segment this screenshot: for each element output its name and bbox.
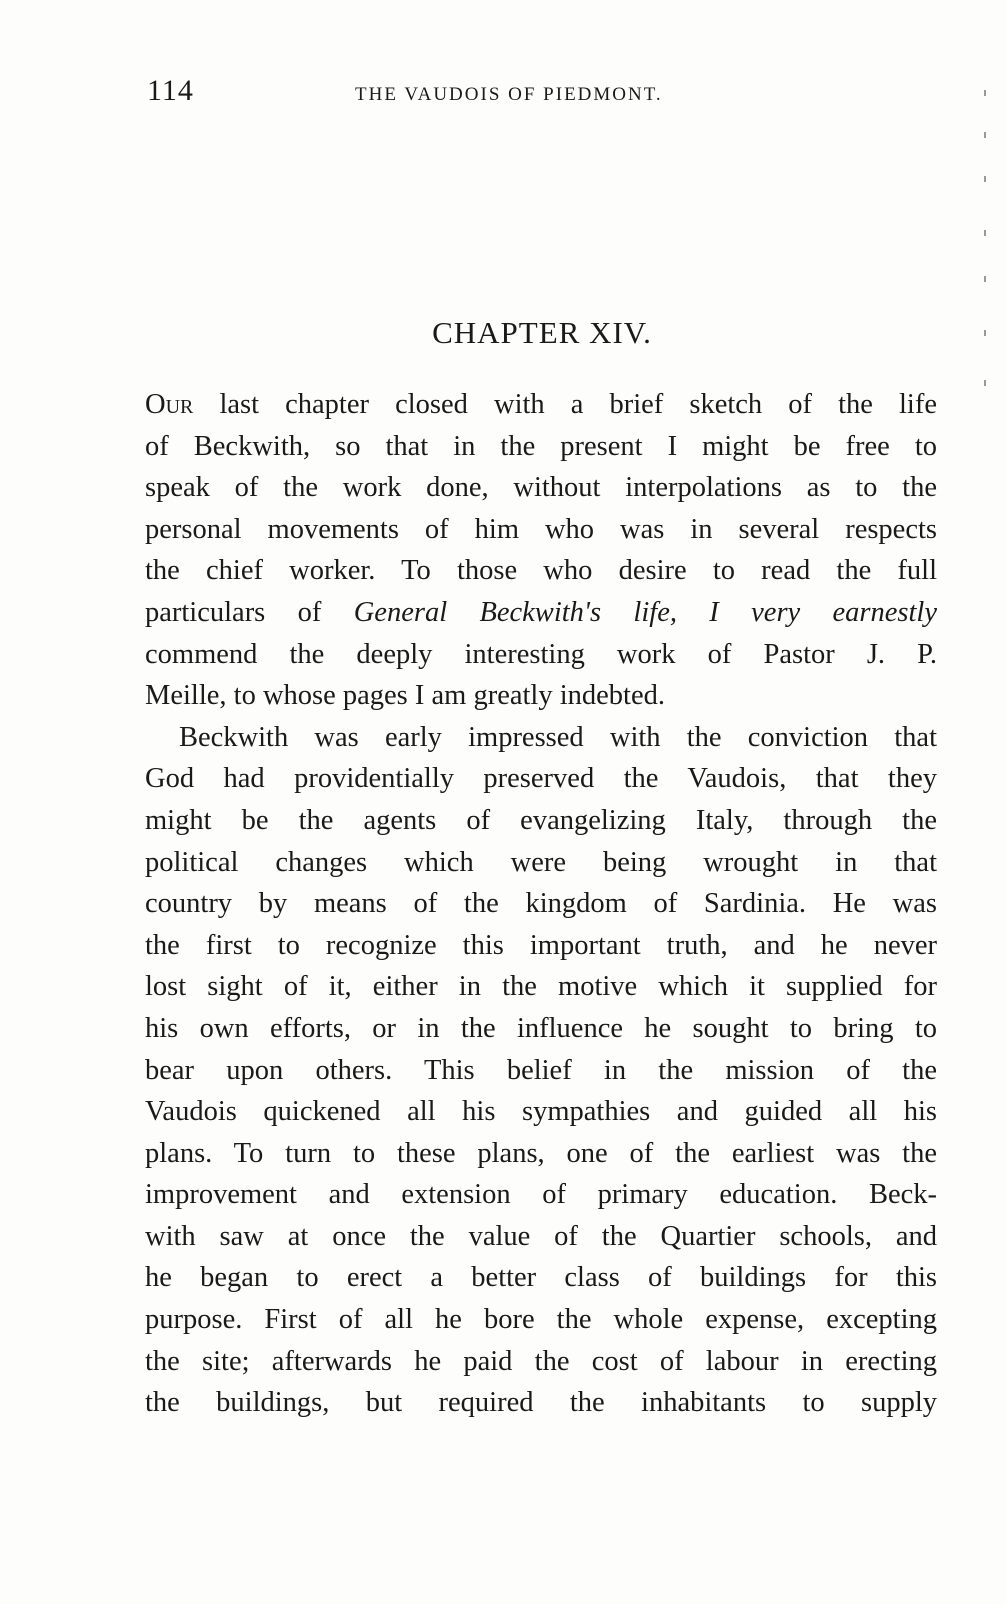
text-line: plans. To turn to these plans, one of the earliest was the (145, 1137, 937, 1169)
margin-scan-specks (984, 80, 988, 400)
text-line: he began to erect a better class of buildings for this (145, 1262, 937, 1294)
text-line: country by means of the kingdom of Sardinia. He was (145, 888, 937, 920)
text-line: speak of the work done, without interpolations as to the (145, 472, 937, 504)
text-line: might be the agents of evangelizing Italy, through the (145, 804, 937, 836)
text-line: the chief worker. To those who desire to read the full (145, 555, 937, 587)
text-line: purpose. First of all he bore the whole expense, excepting (145, 1304, 937, 1336)
text-line: God had providentially preserved the Vaudois, that they (145, 763, 937, 795)
text-line: improvement and extension of primary education. Beck- (145, 1179, 937, 1211)
paragraph-2 (145, 717, 937, 1424)
text-line: the first to recognize this important truth, and he never (145, 929, 937, 961)
text-line: Beckwith was early impressed with the conviction that (179, 721, 937, 753)
body-text (145, 384, 937, 1424)
text-line: particulars of General Beckwith's life, I very earnestly (145, 596, 937, 628)
opening-small-caps: Our (145, 389, 194, 420)
italic-text: General Beckwith's life, I very earnestly (353, 596, 937, 628)
paragraph-1 (145, 384, 937, 717)
text-line: lost sight of it, either in the motive which it supplied for (145, 971, 937, 1003)
text-line: Our last chapter closed with a brief sketch of the life (145, 389, 937, 420)
text-line: Vaudois quickened all his sympathies and guided all his (145, 1096, 937, 1128)
text-line: Meille, to whose pages I am greatly indebted. (145, 680, 665, 712)
running-head (147, 74, 937, 114)
text-line: the site; afterwards he paid the cost of labour in erecting (145, 1345, 937, 1377)
text-line: commend the deeply interesting work of Pastor J. P. (145, 638, 937, 670)
chapter-title: CHAPTER XIV. (432, 315, 652, 350)
text-line: with saw at once the value of the Quartier schools, and (145, 1220, 937, 1252)
text-line: of Beckwith, so that in the present I might be free to (145, 430, 937, 462)
text-line: the buildings, but required the inhabitants to supply (145, 1387, 937, 1419)
page-number: 114 (147, 74, 194, 107)
text-line: political changes which were being wrought in that (145, 846, 937, 878)
text-line: his own efforts, or in the influence he sought to bring to (145, 1012, 937, 1044)
text-line: bear upon others. This belief in the mission of the (145, 1054, 937, 1086)
text-line: personal movements of him who was in several respects (145, 513, 937, 545)
running-title: THE VAUDOIS OF PIEDMONT. (355, 84, 663, 105)
